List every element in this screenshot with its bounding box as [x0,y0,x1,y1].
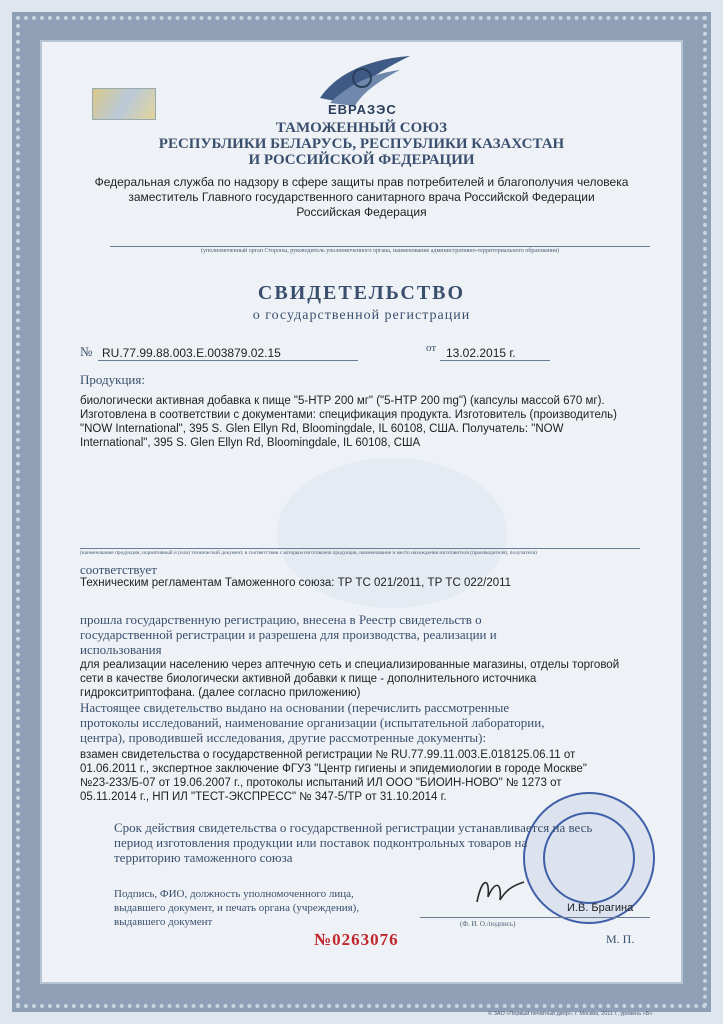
date-prefix: от [426,342,437,354]
usage-line-3: гидрокситриптофана. (далее согласно приложению) [80,687,361,699]
divider [98,360,358,361]
divider [420,917,650,918]
signatory-name: И.В. Брагина [567,902,634,914]
basis-line-1: Настоящее свидетельство выдано на основании (перечислить рассмотренные [80,700,510,715]
usage-line-1: для реализации населению через аптечную сеть и специализированные магазины, отделы торговой [80,659,620,671]
conformity-text: Техническим регламентам Таможенного союза: ТР ТС 021/2011, ТР ТС 022/2011 [80,577,512,589]
validity-line-3: территорию таможенного союза [114,850,293,865]
stamp-place-label: М. П. [606,932,635,946]
authority-line-1: Федеральная служба по надзору в сфере защиты прав потребителей и благополучия человека [94,175,629,189]
signature-caption: (Ф. И. О./подпись) [460,920,516,928]
header-republics: РЕСПУБЛИКИ БЕЛАРУСЬ, РЕСПУБЛИКИ КАЗАХСТАН [158,136,565,152]
certificate-body [40,40,683,984]
serial-number: №0263076 [314,930,399,949]
registry-line-2: государственной регистрации и разрешена для производства, реализации и [80,627,497,642]
usage-line-2: сети в качестве биологически активной добавки к пище - дополнительного источника [80,673,537,685]
authority-line-3: Российская Федерация [296,205,427,219]
signature-label-1: Подпись, ФИО, должность уполномоченного лица, [114,888,354,900]
registry-line-1: прошла государственную регистрацию, внесена в Реестр свидетельств о [80,612,482,627]
hologram-sticker [92,88,156,120]
product-line-4: International", 395 S. Glen Ellyn Rd, Bloomingdale, IL 60108, США [80,437,421,449]
product-label: Продукция: [80,372,145,387]
product-line-1: биологически активная добавка к пище "5-НТР 200 мг" ("5-НТР 200 mg") (капсулы массой 670 мг). [80,395,605,407]
number-prefix: № [80,344,93,359]
certificate-date: 13.02.2015 г. [446,346,516,360]
evrazes-emblem-icon [300,48,420,108]
basis-text-2: 01.06.2011 г., экспертное заключение ФГУЗ "Центр гигиены и эпидемиологии в городе Москве" [80,763,587,775]
authority-line-2: заместитель Главного государственного санитарного врача Российской Федерации [128,190,595,204]
basis-line-2: протоколы исследований, наименование организации (испытательной лаборатории, [80,715,545,730]
printer-footer: © ЗАО «Первый печатный двор», г. Москва, 2011 г., уровень «В» [488,1011,653,1017]
product-line-2: Изготовлена в соответствии с документами: спецификация продукта. Изготовитель (производитель) [80,409,617,421]
header-russia: И РОССИЙСКОЙ ФЕДЕРАЦИИ [248,152,475,168]
authority-caption: (уполномоченный орган Стороны, руководитель уполномоченного органа, наименование административно-территориального образования) [201,248,559,254]
divider [110,246,650,247]
certificate-number: RU.77.99.88.003.Е.003879.02.15 [102,346,281,360]
header-union: ТАМОЖЕННЫЙ СОЮЗ [275,120,448,136]
divider [440,360,550,361]
signature-label-3: выдавшего документ [114,916,213,928]
emblem-label: ЕВРАЗЭС [328,102,397,117]
basis-line-3: центра), проводившей исследования, другие рассмотренные документы): [80,730,487,745]
basis-text-3: №23-233/Б-07 от 19.06.2007 г., протоколы испытаний ИЛ ООО "БИОИН-НОВО" № 1273 от [80,777,562,789]
basis-text-4: 05.11.2014 г., НП ИЛ "ТЕСТ-ЭКСПРЕСС" № 347-5/ТР от 31.10.2014 г. [80,791,447,803]
divider [80,548,640,549]
validity-line-1: Срок действия свидетельства о государственной регистрации устанавливается на весь [114,820,593,835]
product-line-3: "NOW International", 395 S. Glen Ellyn Rd, Bloomingdale, IL 60108, США. Получатель: "NOW [80,423,564,435]
conformity-label: соответствует [80,562,157,577]
document-title: СВИДЕТЕЛЬСТВО [257,282,466,304]
basis-text-1: взамен свидетельства о государственной регистрации № RU.77.99.11.003.Е.018125.06.11 от [80,749,576,761]
validity-line-2: период изготовления продукции или поставок подконтрольных товаров на [114,835,528,850]
handwritten-signature-icon [472,872,532,912]
signature-label-2: выдавшего документ, и печать органа (учреждения), [114,902,360,914]
registry-line-3: использования [80,642,162,657]
document-subtitle: о государственной регистрации [252,308,471,323]
product-caption: (наименование продукции, нормативный и (или) технический документ, в соответствии с которым изготовлена продукция, наименование и место нахождения изготовителя (производителя), получателя) [80,550,537,556]
